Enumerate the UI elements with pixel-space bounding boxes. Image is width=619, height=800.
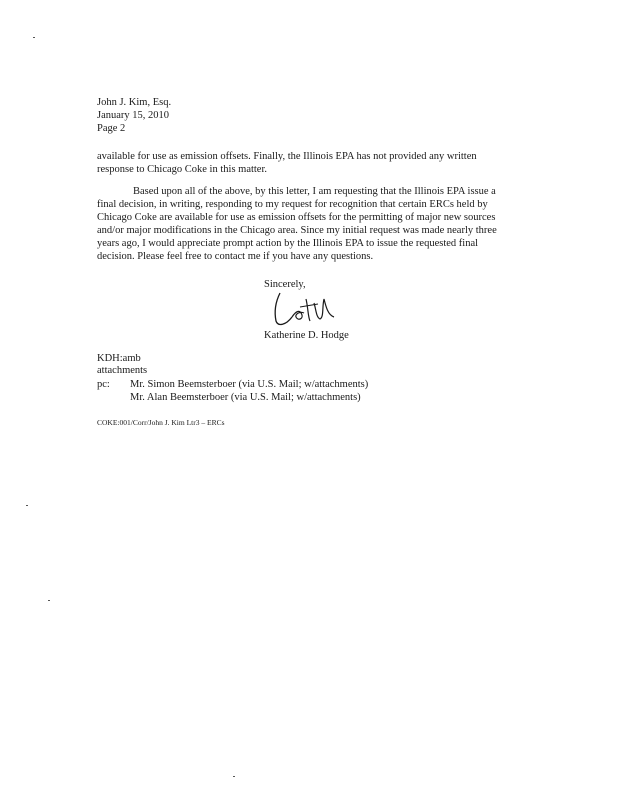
handwritten-signature [262, 287, 342, 329]
paragraph-line: years ago, I would appreciate prompt action by the Illinois EPA to issue the requested final [97, 238, 479, 249]
cc-row [97, 392, 368, 405]
paragraph-line: available for use as emission offsets. Finally, the Illinois EPA has not provided any written [97, 151, 477, 162]
cc-label: pc: [97, 379, 110, 390]
signer-name: Katherine D. Hodge [264, 330, 349, 341]
letter-header [97, 96, 171, 135]
cc-recipient: Mr. Alan Beemsterboer (via U.S. Mail; w/attachments) [130, 391, 361, 403]
scan-speck [33, 37, 35, 38]
cc-label-spacer [97, 392, 130, 405]
paragraph-line: final decision, in writing, responding to my request for recognition that certain ERCs held by [97, 199, 488, 210]
paragraph-request [97, 185, 529, 263]
recipient-name: John J. Kim, Esq. [97, 97, 172, 108]
copy-recipients [97, 379, 368, 404]
paragraph-line-first [97, 185, 529, 198]
document-reference: COKE:001/Corr/John J. Kim Ltr3 – ERCs [97, 418, 225, 427]
closing-salutation: Sincerely, [264, 279, 306, 290]
typist-initials-block [97, 353, 147, 377]
scan-speck [26, 505, 28, 506]
paragraph-line: decision. Please feel free to contact me if you have any questions. [97, 251, 374, 262]
enclosure-note: attachments [97, 365, 148, 376]
cc-row [97, 379, 368, 392]
scan-speck [233, 776, 235, 777]
letter-date: January 15, 2010 [97, 110, 170, 121]
cc-recipient: Mr. Simon Beemsterboer (via U.S. Mail; w/attachments) [130, 379, 369, 390]
scan-speck [48, 600, 50, 601]
typist-initials: KDH:amb [97, 353, 141, 364]
page-number: Page 2 [97, 123, 126, 134]
paragraph-line: Chicago Coke are available for use as emission offsets for the permitting of major new sources [97, 212, 496, 223]
paragraph-line: response to Chicago Coke in this matter. [97, 164, 268, 175]
paragraph-continuation [97, 150, 529, 176]
paragraph-line-text: Based upon all of the above, by this letter, I am requesting that the Illinois EPA issue a [133, 186, 496, 197]
paragraph-line: and/or major modifications in the Chicago area. Since my initial request was made nearly three [97, 225, 497, 236]
